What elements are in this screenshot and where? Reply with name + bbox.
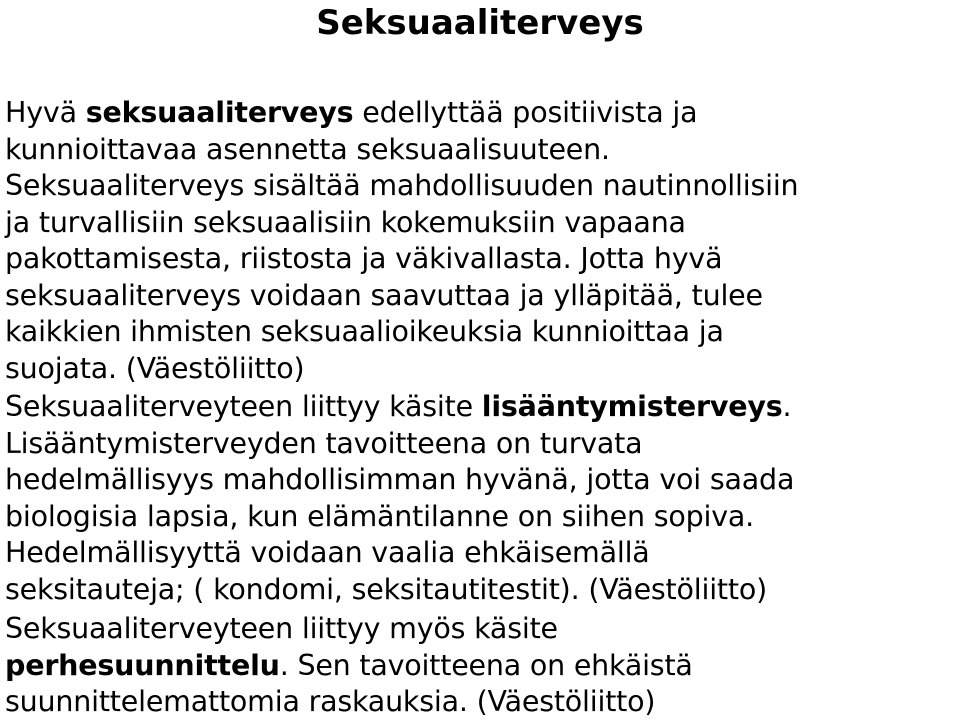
text-line: hedelmällisyys mahdollisimman hyvänä, jotta voi saada: [5, 463, 795, 496]
text-line: biologisia lapsia, kun elämäntilanne on siihen sopiva.: [5, 499, 754, 533]
text-line: perhesuunnittelu. Sen tavoitteena on ehkäistä: [5, 648, 693, 682]
text-line: suojata. (Väestöliitto): [5, 351, 305, 385]
text-line: Seksuaaliterveyteen liittyy myös käsite: [5, 612, 558, 645]
paragraph-sexual-health: [5, 95, 960, 387]
text-line: Seksuaaliterveys sisältää mahdollisuuden nautinnollisiin: [5, 169, 799, 202]
text-line: kunnioittavaa asennetta seksuaalisuuteen.: [5, 132, 610, 166]
text-line: seksitauteja; ( kondomi, seksitautitestit). (Väestöliitto): [5, 572, 768, 606]
emphasis-term: lisääntymisterveys: [481, 390, 783, 423]
text-line: Seksuaaliterveyteen liittyy käsite lisääntymisterveys.: [5, 390, 792, 423]
text-line: seksuaaliterveys voidaan saavuttaa ja ylläpitää, tulee: [5, 278, 763, 312]
text-line: pakottamisesta, riistosta ja väkivallasta. Jotta hyvä: [5, 242, 723, 275]
text-line: suunnittelemattomia raskauksia. (Väestöliitto): [5, 685, 656, 718]
paragraph-family-planning: [5, 611, 960, 721]
text-line: kaikkien ihmisten seksuaalioikeuksia kunnioittaa ja: [5, 315, 724, 348]
text-line: Hedelmällisyyttä voidaan vaalia ehkäisemällä: [5, 536, 650, 569]
emphasis-term: perhesuunnittelu: [5, 648, 280, 682]
text-line: Lisääntymisterveyden tavoitteena on turvata: [5, 426, 643, 460]
emphasis-term: seksuaaliterveys: [85, 96, 354, 129]
text-line: Hyvä seksuaaliterveys edellyttää positiivista ja: [5, 96, 698, 129]
body-text: [5, 95, 960, 723]
paragraph-reproductive-health: [5, 389, 960, 608]
text-line: ja turvallisiin seksuaalisiin kokemuksiin vapaana: [5, 205, 686, 239]
page-title: Seksuaaliterveys: [316, 3, 644, 43]
